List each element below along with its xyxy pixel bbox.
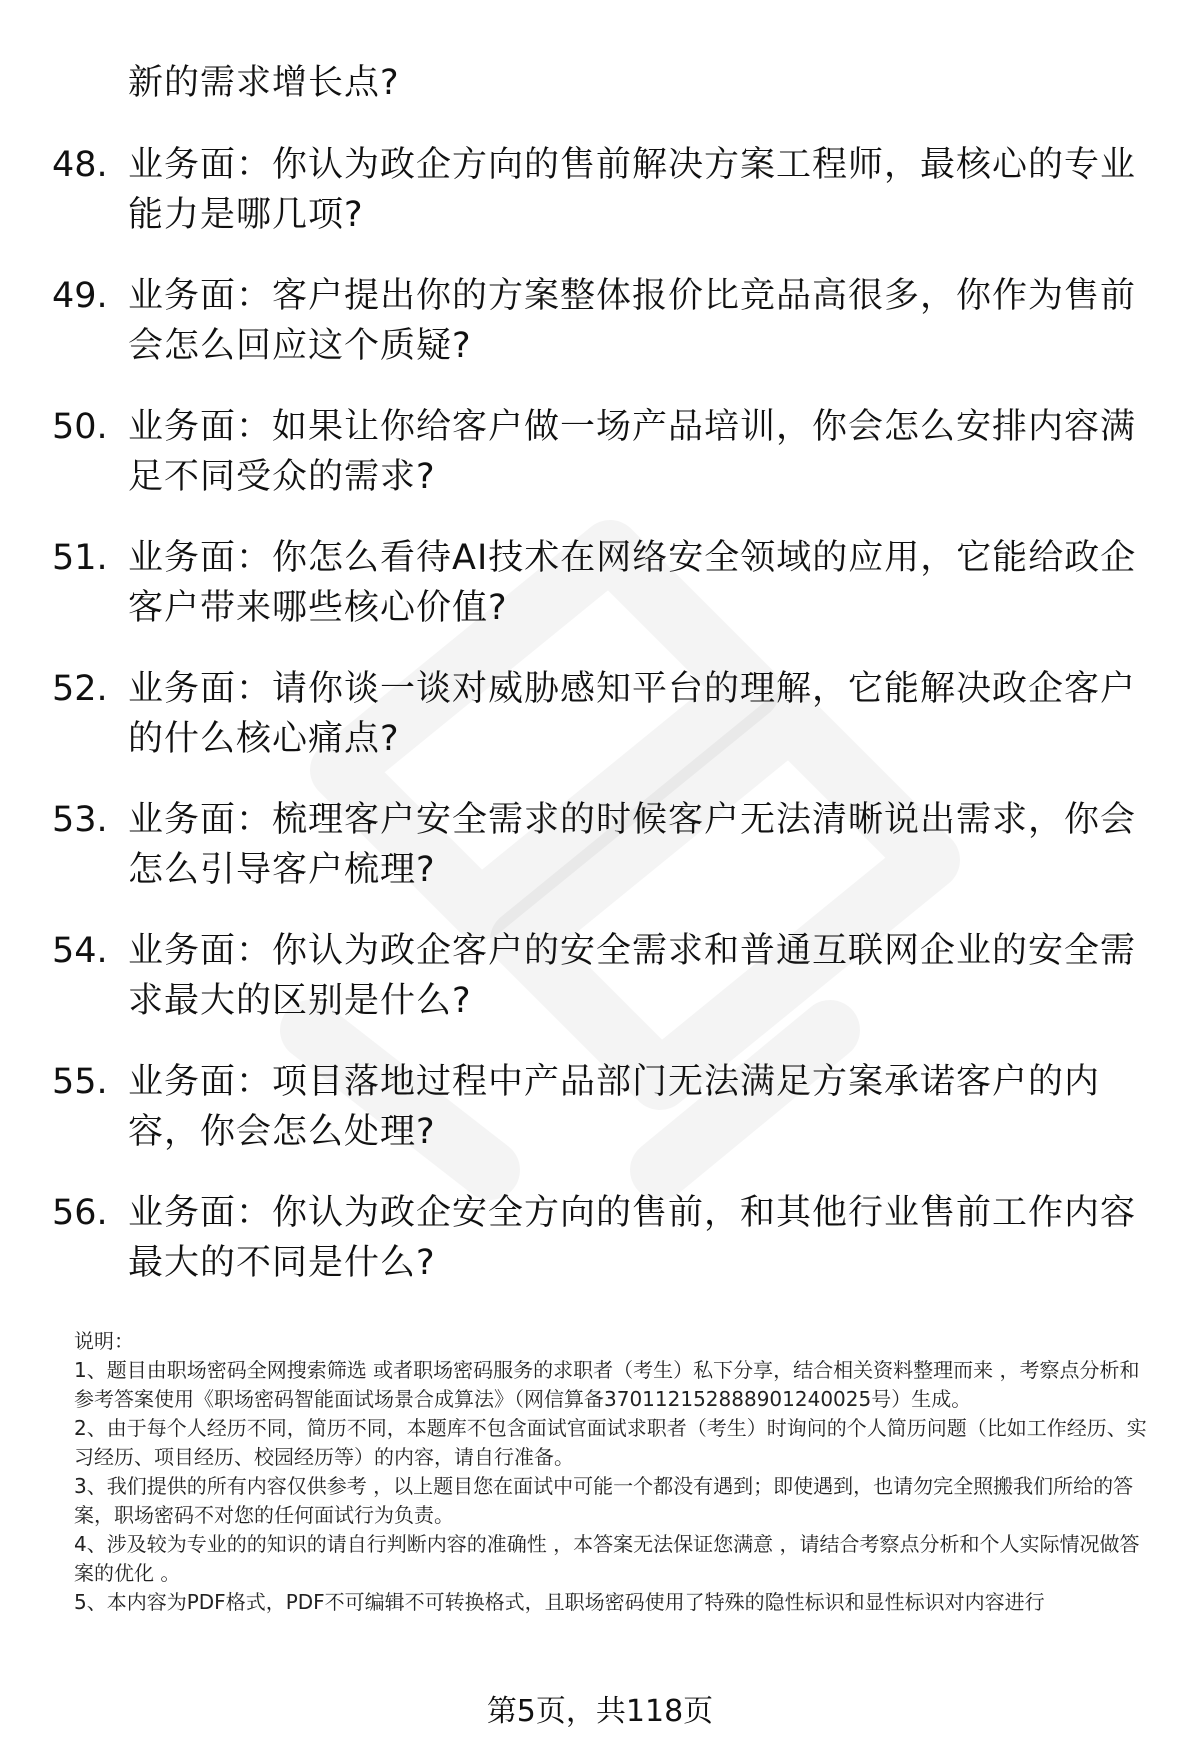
question-text: 业务面：梳理客户安全需求的时候客户无法清晰说出需求，你会怎么引导客户梳理? [128,800,1137,890]
question-text: 业务面：你怎么看待AI技术在网络安全领域的应用，它能给政企客户带来哪些核心价值? [128,538,1137,628]
question-list [52,140,1152,1319]
note-item: 1、题目由职场密码全网搜索筛选 或者职场密码服务的求职者（考生）私下分享，结合相关资料整理而来 ，考察点分析和参考答案使用《职场密码智能面试场景合成算法》（网信算备370112152888901240025号）生成。 [74,1358,1140,1411]
notes-heading: 说明： [74,1329,134,1353]
question-number: 50. [52,407,108,447]
question-number: 53. [52,800,108,840]
question-continuation: 新的需求增长点? [128,63,400,103]
question-item [52,140,1152,271]
question-text: 业务面：你认为政企安全方向的售前，和其他行业售前工作内容最大的不同是什么? [128,1193,1137,1283]
question-item [52,402,1152,533]
question-text: 业务面：请你谈一谈对威胁感知平台的理解，它能解决政企客户的什么核心痛点? [128,669,1137,759]
disclaimer-notes [74,1327,1154,1617]
question-number: 51. [52,538,108,578]
note-item: 5、本内容为PDF格式，PDF不可编辑不可转换格式，且职场密码使用了特殊的隐性标识和显性标识对内容进行 [74,1590,1045,1614]
question-text: 业务面：客户提出你的方案整体报价比竞品高很多，你作为售前会怎么回应这个质疑? [128,276,1137,366]
note-item: 4、涉及较为专业的的知识的请自行判断内容的准确性 ，本答案无法保证您满意 ，请结合考察点分析和个人实际情况做答案的优化 。 [74,1532,1140,1585]
question-text: 业务面：如果让你给客户做一场产品培训，你会怎么安排内容满足不同受众的需求? [128,407,1137,497]
question-item [52,533,1152,664]
question-item [52,1057,1152,1188]
question-number: 54. [52,931,108,971]
question-text: 业务面：你认为政企客户的安全需求和普通互联网企业的安全需求最大的区别是什么? [128,931,1137,1021]
question-item [52,1188,1152,1319]
question-text: 业务面：项目落地过程中产品部门无法满足方案承诺客户的内容，你会怎么处理? [128,1062,1101,1152]
question-item [52,926,1152,1057]
question-number: 56. [52,1193,108,1233]
question-number: 49. [52,276,108,316]
question-item [52,271,1152,402]
question-number: 52. [52,669,108,709]
question-text: 业务面：你认为政企方向的售前解决方案工程师，最核心的专业能力是哪几项? [128,145,1137,235]
question-item [52,795,1152,926]
question-item [52,664,1152,795]
question-number: 48. [52,145,108,185]
question-number: 55. [52,1062,108,1102]
page-number-footer: 第5页，共118页 [486,1694,714,1729]
note-item: 3、我们提供的所有内容仅供参考 ，以上题目您在面试中可能一个都没有遇到；即使遇到，也请勿完全照搬我们所给的答案，职场密码不对您的任何面试行为负责。 [74,1474,1134,1527]
note-item: 2、由于每个人经历不同，简历不同，本题库不包含面试官面试求职者（考生）时询问的个人简历问题（比如工作经历、实习经历、项目经历、校园经历等）的内容，请自行准备。 [74,1416,1147,1469]
